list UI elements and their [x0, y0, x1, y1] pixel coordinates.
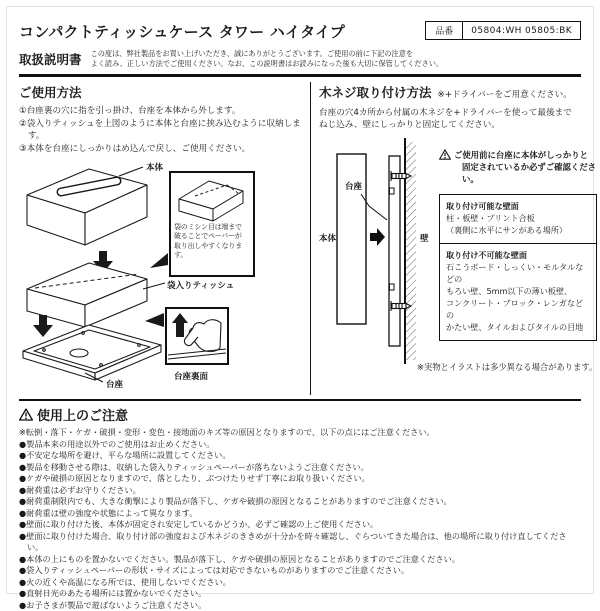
cautions-heading-row: [19, 405, 581, 424]
mountable-walls: [440, 195, 596, 242]
tissue-case-body-illustration: [27, 169, 147, 245]
cautions-heading: 使用上のご注意: [37, 408, 129, 424]
up-arrow-icon: [172, 313, 188, 337]
header: [19, 21, 581, 42]
fixation-warning: [439, 149, 597, 186]
usage-step-3: ③本体を台座にしっかりはめ込んで戻し、ご使用ください。: [19, 144, 251, 155]
unmountable-walls-line4: かたい壁、タイルおよびタイルの目地: [446, 322, 584, 333]
mountable-walls-line1: 柱・板壁・プリント合板: [446, 213, 535, 224]
part-number-box: [425, 21, 581, 40]
warning-line1: ご使用前に台座に本体がしっかりと: [454, 149, 588, 160]
mounting-heading: 木ネジ取り付け方法: [319, 84, 432, 100]
label-base-side: 台座: [345, 181, 363, 192]
caution-item: ●ケガや破損の原因となりますので、落としたり、ぶつけたりせず丁寧にお取り扱いください。: [19, 473, 370, 484]
page-title: コンパクトティッシュケース タワー ハイタイプ: [19, 23, 345, 41]
caution-item: ●耐荷重は必ずお守りください。: [19, 484, 141, 495]
screw-hole: [390, 188, 395, 194]
caution-item: ●耐荷重は壁の強度や状態によって異なります。: [19, 507, 198, 518]
screw-hole: [390, 284, 395, 290]
usage-step-2: ②袋入りティッシュを上図のように本体と台座に挟み込むように収納します。: [19, 118, 301, 142]
label-body-side: 本体: [319, 233, 337, 244]
inset-pointer-icon: [150, 253, 168, 268]
label-wall: 壁: [420, 233, 429, 244]
warning-icon: [439, 149, 451, 160]
mountable-walls-line2: （裏側に水平にサンがある場所）: [446, 225, 568, 236]
caution-item: ●製品本来の用途以外でのご使用はお止めください。: [19, 438, 215, 449]
manual-note: [91, 49, 444, 69]
wall-mount-art: [319, 136, 437, 364]
down-arrow-icon: [33, 315, 53, 337]
inset-pointer-icon: [145, 313, 164, 327]
caution-item: ●製品を移動させる際は、収納した袋入りティッシュペーパーが落ちないようご注意ください。: [19, 461, 369, 472]
caution-item: ●袋入りティッシュペーパーの形状・サイズによっては対応できないものがありますのでご注意ください。: [19, 565, 410, 576]
label-base-back: 台座裏面: [174, 372, 209, 383]
caution-item: ●お子さまが製品で遊ばないようご注意ください。: [19, 599, 207, 610]
unmountable-walls: [440, 243, 596, 340]
manual-note-line1: この度は、弊社製品をお買い上げいただき、誠にありがとうございます。ご使用の前に下記の注意を: [90, 49, 414, 58]
mounting-detail-row: [319, 136, 597, 373]
unmountable-walls-line3: コンクリート・ブロック・レンガなどの: [446, 298, 584, 321]
tip-line1: 袋のミシン目は端まで: [174, 223, 242, 232]
unmountable-walls-line1: 石こうボード・しっくい・モルタルなどの: [446, 261, 584, 284]
usage-steps: [19, 105, 302, 157]
mounting-body-line2: ねじ込み、壁にしっかりと固定してください。: [319, 120, 500, 131]
manual-note-line2: よく読み、正しい方法でご使用ください。なお、この説明書はお読みになった後も大切に保管してください。: [90, 59, 444, 69]
hand-pulling-art: [167, 309, 227, 363]
mounting-section: [311, 82, 597, 396]
warning-icon: [19, 408, 33, 421]
header-divider: [19, 74, 581, 77]
usage-heading: ご使用方法: [19, 84, 82, 100]
caution-item: ●壁面に取り付けた場合、取り付け部の強度および木ネジのききめが十分かを時々確認し、ぐらついてきた場合は、他の場所に取り付け直してください。: [19, 530, 567, 553]
cautions-intro: ※転倒・落下・ケガ・破損・変形・変色・接地面のキズ等の原因となりますので、以下の点にはご注意ください。: [19, 426, 435, 437]
tip-line3: 取り出しやすくなります。: [174, 241, 242, 259]
body-leader-line: [119, 167, 143, 176]
instruction-manual-page: [6, 6, 598, 610]
wall-surface-box: [439, 194, 597, 340]
caution-item: ●火の近くや高温になる所では、使用しないでください。: [19, 576, 231, 587]
mounting-notes: [417, 136, 598, 373]
wall-mount-diagram: [319, 136, 437, 364]
warning-line2: 固定されているか必ずご確認ください。: [462, 161, 596, 184]
base-side-view: [389, 156, 400, 346]
illustration-note: ※実物とイラストは多少異なる場合があります。: [417, 361, 598, 372]
mounting-instructions: [319, 107, 597, 132]
mounting-body-line1: 台座の穴4カ所から付属の木ネジを+ドライバーを使って最後まで: [319, 107, 572, 118]
base-back-inset: [165, 307, 229, 365]
usage-step-1: ①台座裏の穴に指を引っ掛け、台座を本体から外します。: [19, 105, 241, 116]
caution-item: ●本体の上にものを置かないでください。製品が落下し、ケガや破損の原因となることがありますのでご注意ください。: [19, 553, 460, 564]
part-number-value: 05804:WH 05805:BK: [471, 25, 572, 36]
section-divider: [19, 399, 581, 401]
perforation-tip-inset: [169, 171, 255, 277]
main-columns: [19, 82, 598, 396]
fixation-warning-text: [454, 149, 597, 186]
caution-item: ●耐荷重制限内でも、大きな衝撃により製品が落下し、ケガや破損の原因となることがありますのでご注意ください。: [19, 496, 452, 507]
caution-item: ●不安定な場所を避け、平らな場所に設置してください。: [19, 450, 231, 461]
label-body: 本体: [146, 163, 164, 174]
manual-title: 取扱説明書: [19, 52, 82, 68]
part-number-label: 品番: [426, 22, 463, 39]
caution-item: ●壁面に取り付けた後、本体が固定され安定しているかどうか、必ずご確認の上ご使用ください。: [19, 519, 379, 530]
mounting-heading-note: ※+ドライバーをご用意ください。: [437, 89, 572, 100]
mounting-heading-row: [319, 82, 597, 105]
usage-section: [19, 82, 311, 396]
right-arrow-icon: [370, 228, 385, 246]
mountable-walls-heading: 取り付け可能な壁面: [446, 201, 519, 212]
exploded-view-diagram: [19, 161, 296, 395]
perforation-tip-text: [171, 223, 253, 260]
label-base: 台座: [106, 380, 124, 391]
manual-intro-row: [19, 49, 581, 69]
label-tissue: 袋入りティッシュ: [167, 281, 235, 292]
bag-perforation-art: [171, 173, 253, 223]
tip-line2: 破ることでペーパーが: [174, 232, 242, 241]
unmountable-walls-line2: もろい壁、5mm以下の薄い板壁、: [446, 285, 573, 296]
unmountable-walls-heading: 取り付け不可能な壁面: [446, 249, 527, 260]
cautions-section: [19, 405, 581, 611]
caution-item: ●直射日光のあたる場所には置かないでください。: [19, 588, 207, 599]
